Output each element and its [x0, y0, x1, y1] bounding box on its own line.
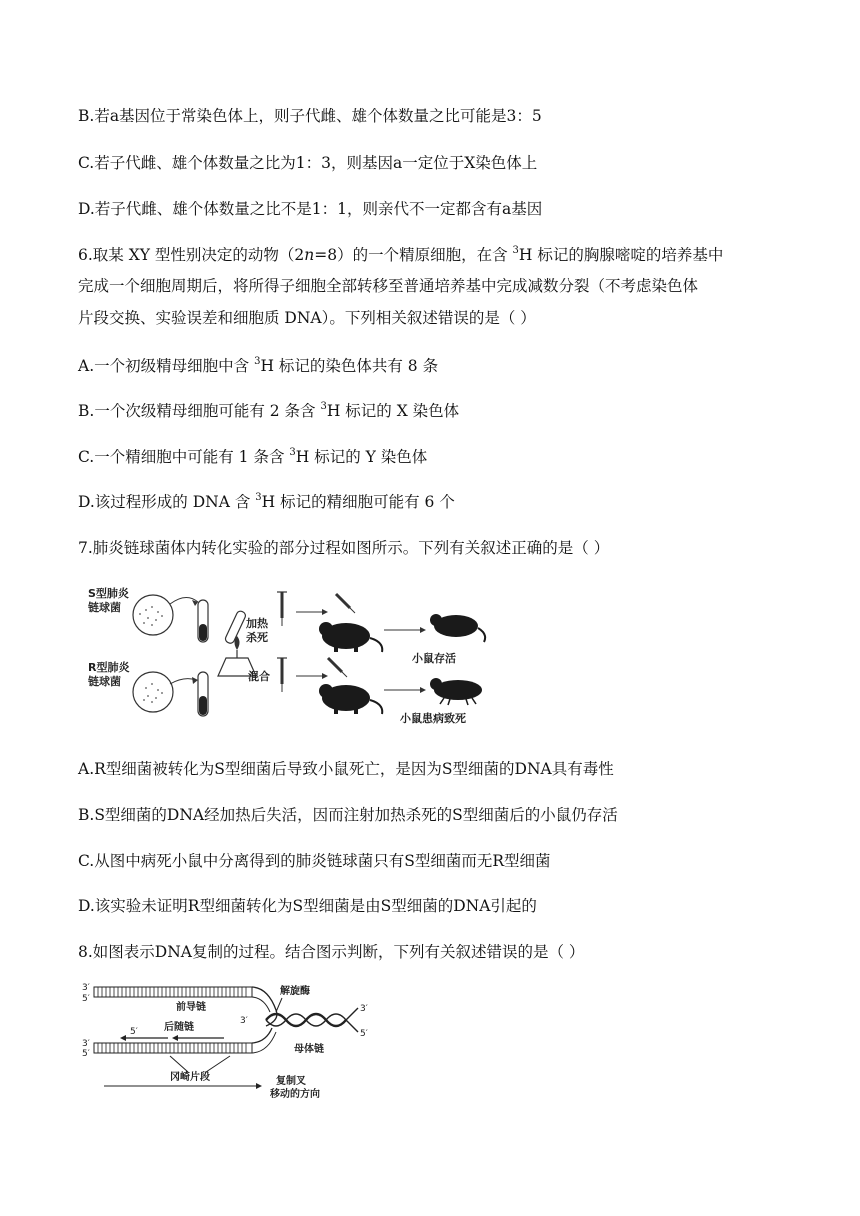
q6-stem-text-b: =8）的一个精原细胞，在含 [314, 246, 513, 264]
fork-3prime: 3′ [240, 1016, 248, 1026]
lagging-5prime-mark: 5′ [130, 1027, 138, 1037]
dead-mouse [430, 678, 482, 705]
s-test-tube [198, 600, 208, 642]
q6-option-d-text: D.该过程形成的 DNA 含 [78, 493, 256, 511]
r-label-line1: R型肺炎 [88, 661, 130, 674]
q6-option-d-rest: H 标记的精细胞可能有 6 个 [261, 493, 455, 511]
lagging-5prime: 5′ [82, 1049, 90, 1059]
q7-stem: 7.肺炎链球菌体内转化实验的部分过程如图所示。下列有关叙述正确的是（ ） [78, 539, 610, 557]
upper-left-mouse [319, 622, 382, 652]
lagging-strand-ladder [94, 1043, 252, 1053]
q7-transformation-figure [78, 580, 498, 730]
arrow-r-dish-to-tube [170, 679, 196, 684]
parent-strand-label: 母体链 [294, 1044, 324, 1055]
q5-option-c: C.若子代雌、雄个体数量之比为1：3，则基因a一定位于X染色体上 [78, 154, 538, 172]
q6-option-a-sup: 3 [254, 355, 261, 367]
syringe-lower-mouse [328, 658, 347, 677]
lower-left-mouse [319, 684, 382, 714]
q5-option-d: D.若子代雌、雄个体数量之比不是1：1，则亲代不一定都含有a基因 [78, 200, 543, 218]
q6-option-c-rest: H 标记的 Y 染色体 [295, 448, 428, 466]
q7-option-a: A.R型细菌被转化为S型细菌后导致小鼠死亡，是因为S型细菌的DNA具有毒性 [78, 760, 614, 778]
leading-label: 前导链 [176, 1002, 206, 1013]
s-strain-label [88, 586, 130, 614]
q5-option-b: B.若a基因位于常染色体上，则子代雌、雄个体数量之比可能是3：5 [78, 107, 542, 125]
lagging-3prime: 3′ [82, 1039, 90, 1049]
q6-stem-line3: 片段交换、实验误差和细胞质 DNA）。下列相关叙述错误的是（ ） [78, 309, 536, 327]
syringe-mix [277, 658, 287, 692]
leading-strand-ladder [94, 987, 252, 997]
q6-option-b-sup: 3 [320, 400, 327, 412]
helicase-pointer [276, 998, 282, 1012]
q6-stem-italic-n: n [304, 246, 315, 264]
q8-dna-replication-figure [80, 980, 380, 1102]
alive-label: 小鼠存活 [412, 652, 456, 665]
okazaki-label: 冈崎片段 [170, 1072, 210, 1083]
q6-option-d-sup: 3 [255, 491, 262, 503]
q7-option-b: B.S型细菌的DNA经加热后失活，因而注射加热杀死的S型细菌后的小鼠仍存活 [78, 806, 618, 824]
parent-5prime: 5′ [360, 1029, 368, 1039]
parent-3prime: 3′ [360, 1004, 368, 1014]
alive-mouse [430, 614, 485, 642]
q6-option-b-text: B.一个次级精母细胞可能有 2 条含 [78, 402, 321, 420]
q6-stem-line2: 完成一个细胞周期后，将所得子细胞全部转移至普通培养基中完成减数分裂（不考虑染色体 [78, 277, 699, 295]
s-bacteria-dots [139, 606, 163, 626]
heat-label-1: 加热 [246, 617, 268, 630]
helicase-label: 解旋酶 [280, 986, 310, 997]
r-strain-label [88, 660, 130, 688]
q8-stem: 8.如图表示DNA复制的过程。结合图示判断，下列有关叙述错误的是（ ） [78, 943, 585, 961]
q7-option-d: D.该实验未证明R型细菌转化为S型细菌是由S型细菌的DNA引起的 [78, 897, 537, 915]
q7-option-c: C.从图中病死小鼠中分离得到的肺炎链球菌只有S型细菌而无R型细菌 [78, 852, 551, 870]
r-bacteria-dots [143, 683, 163, 703]
fork-lower-arm [252, 1028, 272, 1043]
r-test-tube [198, 672, 208, 716]
fork-direction-label-2: 移动的方向 [270, 1089, 320, 1100]
leading-3prime: 3′ [82, 983, 90, 993]
mix-label: 混合 [248, 670, 270, 683]
q6-option-d [78, 492, 455, 512]
q6-option-b-rest: H 标记的 X 染色体 [326, 402, 460, 420]
heat-label-2: 杀死 [246, 631, 268, 644]
fork-direction-label-1: 复制叉 [276, 1076, 306, 1087]
r-label-line2: 链球菌 [88, 675, 121, 688]
parent-double-helix [266, 1008, 358, 1032]
q6-option-a-text: A.一个初级精母细胞中含 [78, 357, 255, 375]
q6-stem-text-a: 6.取某 XY 型性别决定的动物（2 [78, 246, 305, 264]
fork-upper-inner [252, 997, 270, 1012]
q6-option-b [78, 401, 459, 421]
q6-option-c [78, 447, 427, 467]
s-label-line1: S型肺炎 [88, 587, 129, 600]
dead-label: 小鼠患病致死 [400, 712, 466, 725]
okazaki-pointers [170, 1056, 230, 1072]
lagging-label: 后随链 [164, 1022, 194, 1033]
syringe-upper [277, 592, 287, 626]
q6-option-a-rest: H 标记的染色体共有 8 条 [260, 357, 439, 375]
q6-option-c-sup: 3 [289, 446, 296, 458]
q6-stem-text-c: H 标记的胸腺嘧啶的培养基中 [518, 246, 724, 264]
s-bacteria-dish [133, 595, 173, 635]
fork-upper-arm [252, 987, 277, 1026]
s-label-line2: 链球菌 [88, 601, 121, 614]
q6-stem-line1 [78, 245, 723, 265]
leading-5prime: 5′ [82, 994, 90, 1004]
syringe-upper-mouse [336, 594, 355, 613]
q6-option-c-text: C.一个精细胞中可能有 1 条含 [78, 448, 290, 466]
r-bacteria-dish [133, 672, 173, 712]
q6-option-a [78, 356, 438, 376]
q6-stem-superscript: 3 [512, 244, 519, 256]
